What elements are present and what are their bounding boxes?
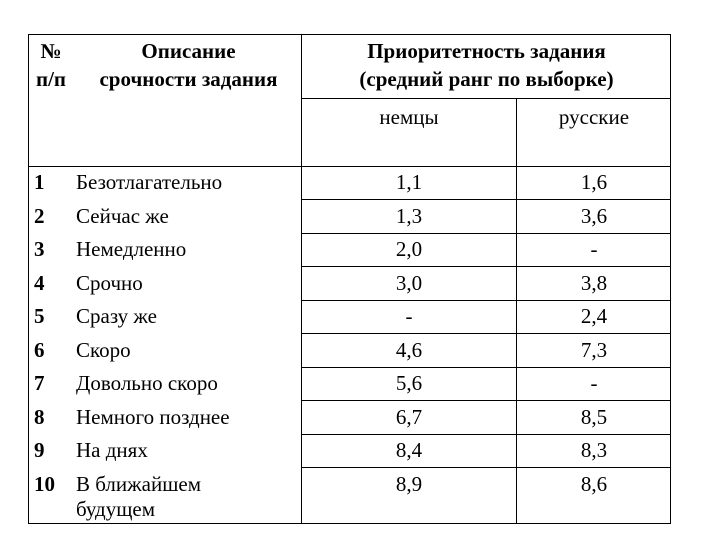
row-description: Безотлагательно (76, 170, 223, 194)
row-germans-rank: 2,0 (395, 237, 423, 261)
row-number: 1 (34, 170, 45, 194)
header-num-line1: № (40, 39, 62, 63)
row-germans-rank: 4,6 (395, 337, 423, 362)
row-germans-rank: 5,6 (395, 371, 423, 395)
row-russians-rank: 8,3 (580, 438, 608, 462)
row-russians-rank: 7,3 (580, 337, 608, 362)
row-germans-rank: 1,3 (395, 203, 423, 228)
row-number: 10 (34, 471, 55, 496)
row-description: Сейчас же (76, 203, 169, 228)
row-germans-rank: - (405, 304, 413, 328)
row-description: Сразу же (76, 304, 157, 328)
header-divider (301, 98, 671, 99)
row-description: Немедленно (76, 237, 187, 261)
row-description: На днях (76, 438, 148, 462)
header-priority-line1: Приоритетность задания (367, 39, 606, 63)
row-number: 4 (34, 270, 45, 295)
header-num-line2: п/п (35, 67, 67, 91)
row-russians-rank: 2,4 (580, 304, 608, 328)
row-number: 6 (34, 337, 45, 362)
row-description: Скоро (76, 337, 131, 362)
row-number: 7 (34, 371, 45, 395)
header-desc-line2: срочности задания (99, 67, 278, 91)
row-description: В ближайшем (76, 471, 201, 496)
row-description: Немного позднее (76, 404, 230, 429)
header-desc-line1: Описание (141, 39, 236, 63)
row-germans-rank: 3,0 (395, 270, 423, 295)
row-russians-rank: 8,5 (580, 404, 608, 429)
row-russians-rank: - (590, 371, 598, 395)
row-number: 3 (34, 237, 45, 261)
row-russians-rank: 3,6 (580, 203, 608, 228)
row-russians-rank: 8,6 (580, 471, 608, 496)
row-number: 9 (34, 438, 45, 462)
row-germans-rank: 8,4 (395, 438, 423, 462)
row-description-continued: будущем (76, 496, 156, 521)
row-russians-rank: 1,6 (580, 170, 608, 194)
row-number: 5 (34, 304, 45, 328)
header-russians: русские (558, 105, 630, 129)
row-germans-rank: 6,7 (395, 404, 423, 429)
row-description: Довольно скоро (76, 371, 218, 395)
header-priority-line2: (средний ранг по выборке) (359, 67, 614, 91)
row-number: 8 (34, 404, 45, 429)
row-germans-rank: 8,9 (395, 471, 423, 496)
row-number: 2 (34, 203, 45, 228)
row-germans-rank: 1,1 (395, 170, 423, 194)
row-description: Срочно (76, 270, 143, 295)
row-russians-rank: 3,8 (580, 270, 608, 295)
header-germans: немцы (379, 105, 439, 129)
row-russians-rank: - (590, 237, 598, 261)
